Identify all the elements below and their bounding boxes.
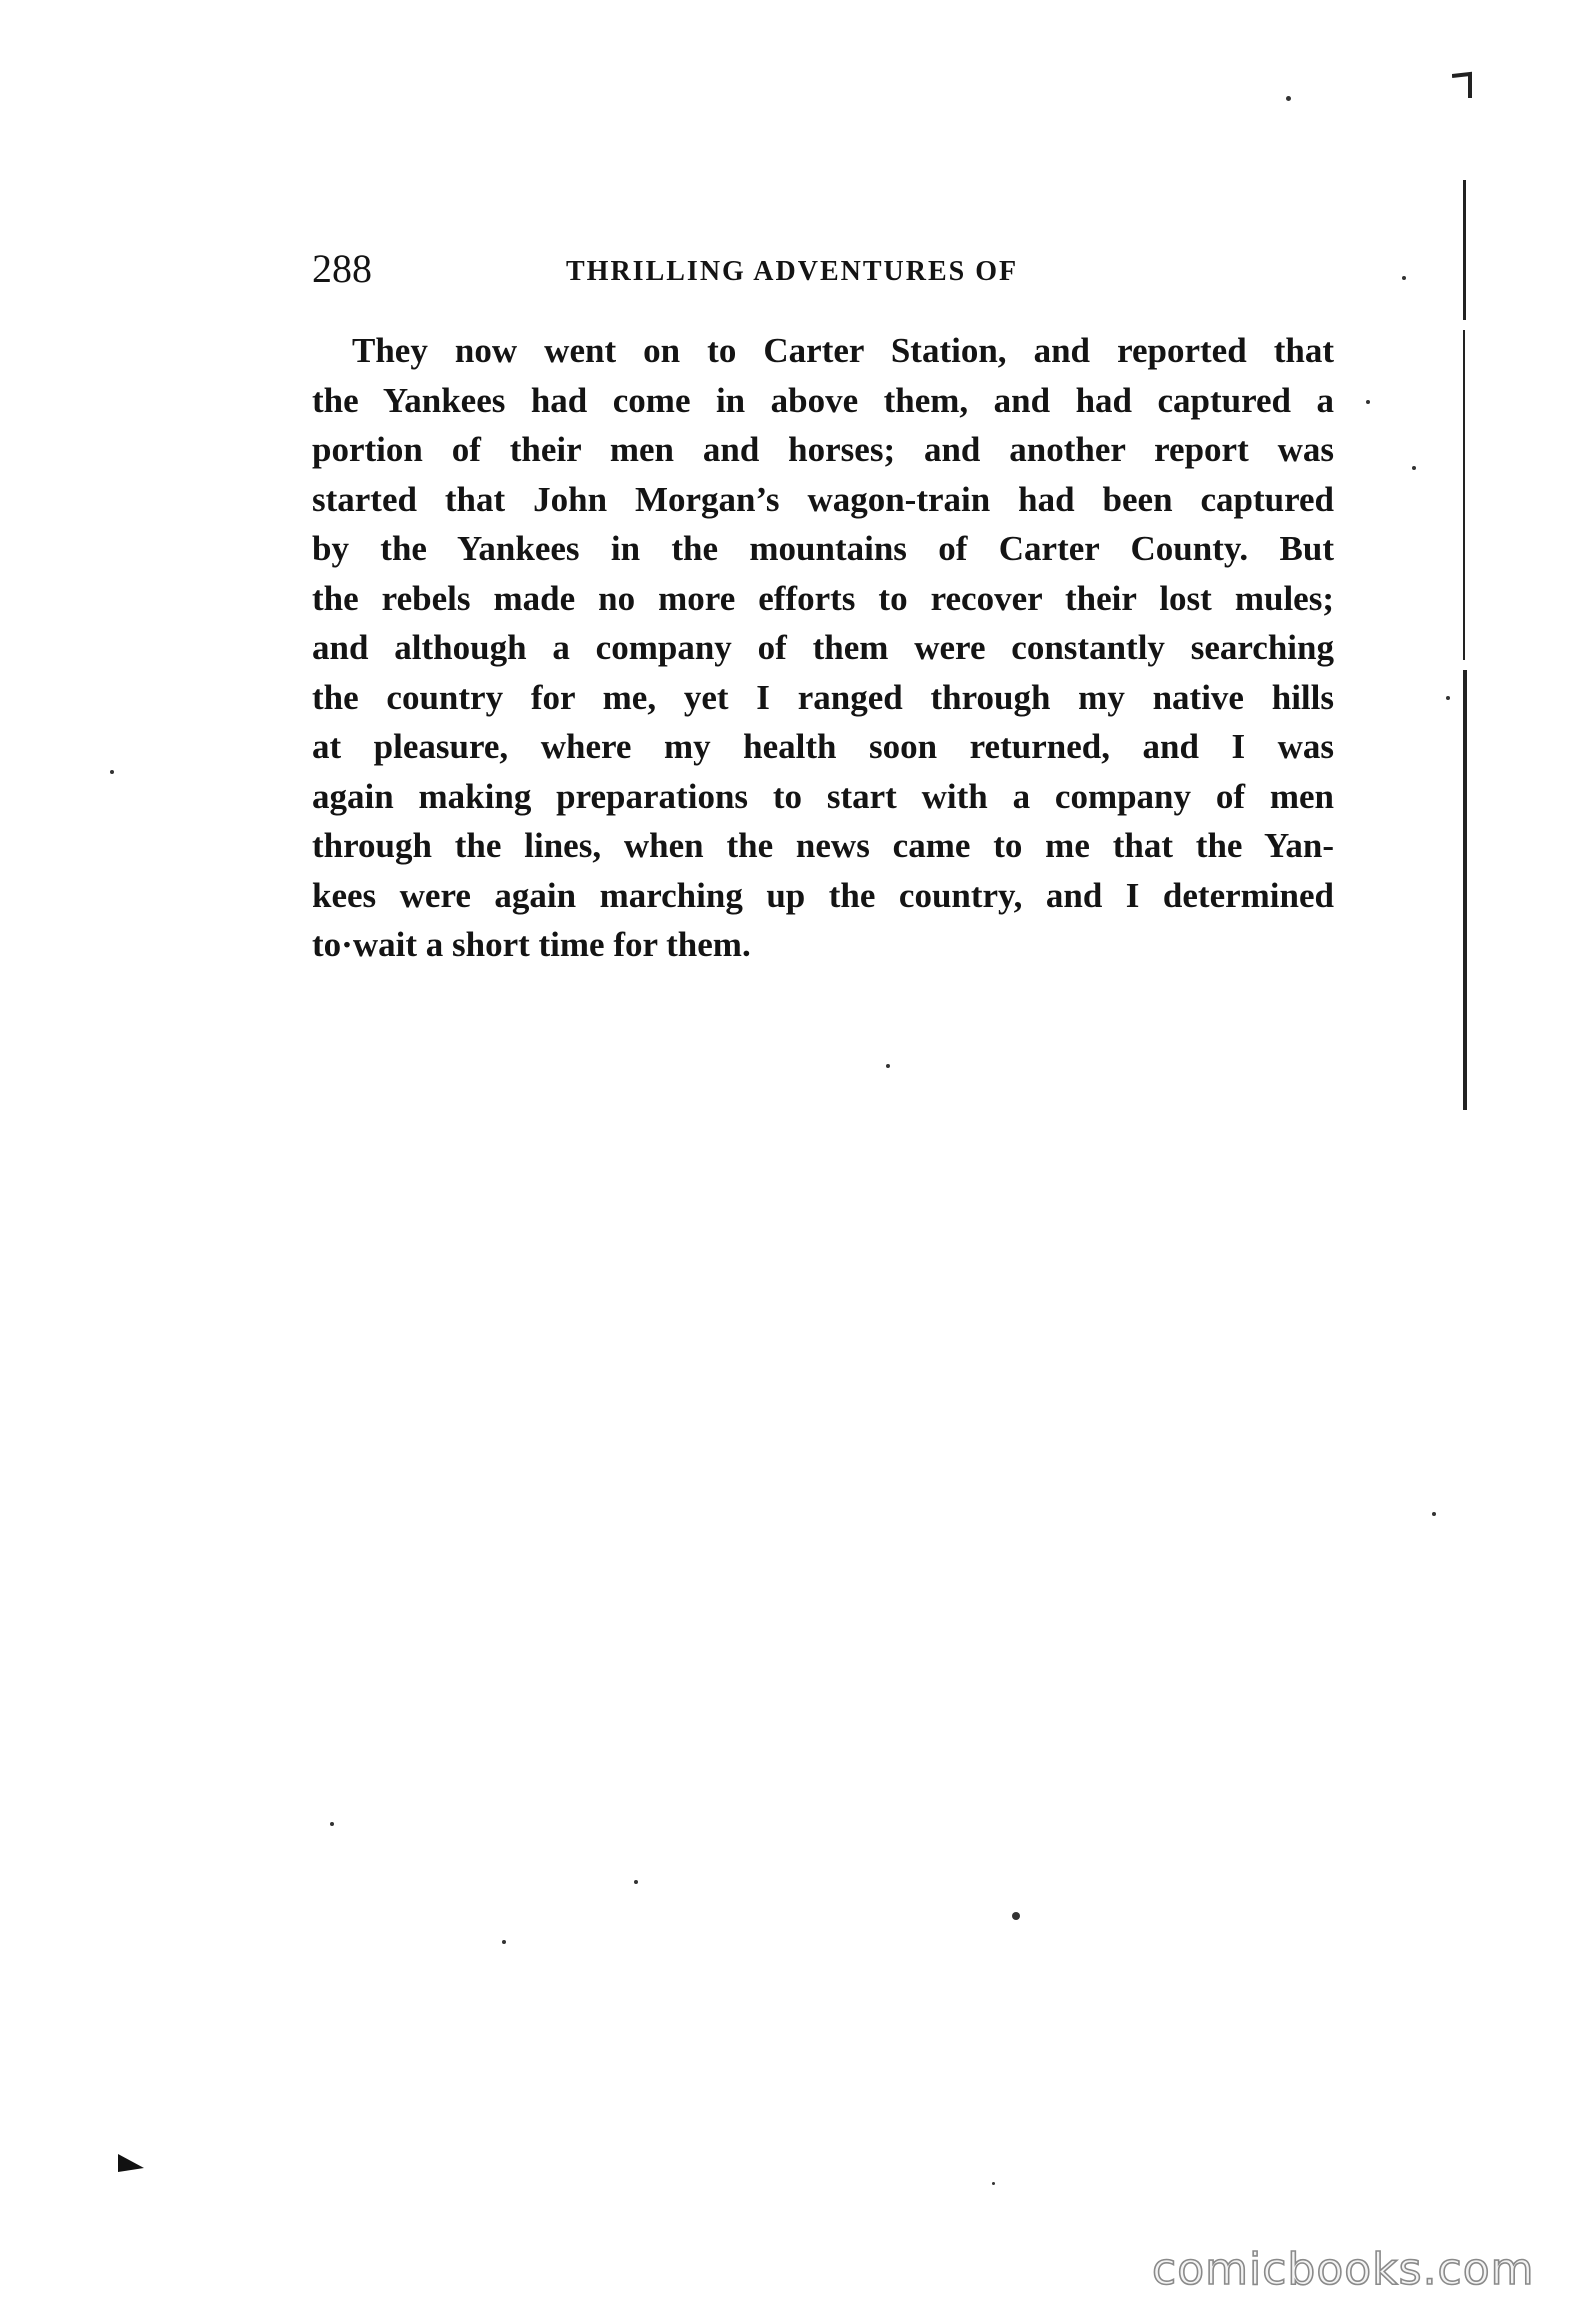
gutter-edge-line bbox=[1463, 330, 1465, 660]
gutter-edge-line bbox=[1463, 670, 1467, 1110]
scan-speck bbox=[502, 1940, 506, 1944]
scan-speck bbox=[886, 1064, 890, 1068]
scan-speck bbox=[110, 770, 114, 774]
text-line: the Yankees had come in above them, and had captured a bbox=[312, 380, 1334, 420]
running-head: THRILLING ADVENTURES OF bbox=[566, 256, 1019, 287]
body-paragraph bbox=[312, 326, 1334, 970]
text-line: and although a company of them were constantly searching bbox=[312, 628, 1334, 667]
text-line: the country for me, yet I ranged through my native hills bbox=[312, 677, 1334, 717]
text-line: kees were again marching up the country, and I determined bbox=[312, 875, 1334, 915]
gutter-edge-line bbox=[1463, 180, 1466, 320]
text-line: at pleasure, where my health soon returned, and I was bbox=[312, 727, 1334, 766]
corner-mark-icon bbox=[1452, 70, 1474, 98]
text-line: started that John Morgan’s wagon-train had been captured bbox=[312, 479, 1334, 519]
text-line: through the lines, when the news came to me that the Yan- bbox=[312, 826, 1334, 865]
watermark: comicbooks.com bbox=[1152, 2244, 1535, 2295]
text-line: to·wait a short time for them. bbox=[312, 925, 751, 964]
page-number: 288 bbox=[312, 246, 372, 291]
scan-speck bbox=[1286, 96, 1291, 101]
pointer-mark-icon bbox=[116, 2152, 146, 2174]
text-line: again making preparations to start with a company of men bbox=[312, 776, 1334, 816]
text-line: by the Yankees in the mountains of Carter County. But bbox=[312, 529, 1334, 568]
scan-speck bbox=[1366, 400, 1370, 404]
scan-speck bbox=[1402, 276, 1406, 280]
scan-speck bbox=[1432, 1512, 1436, 1516]
scan-speck bbox=[330, 1822, 334, 1826]
scan-speck bbox=[634, 1880, 638, 1884]
text-line: portion of their men and horses; and another report was bbox=[312, 430, 1334, 469]
scan-speck bbox=[1012, 1912, 1020, 1920]
scan-speck bbox=[992, 2182, 995, 2185]
page-header bbox=[312, 244, 1372, 294]
scan-speck bbox=[1412, 466, 1416, 470]
scan-speck bbox=[1446, 696, 1450, 700]
text-line: They now went on to Carter Station, and reported that bbox=[352, 331, 1334, 370]
text-line: the rebels made no more efforts to recover their lost mules; bbox=[312, 578, 1334, 618]
